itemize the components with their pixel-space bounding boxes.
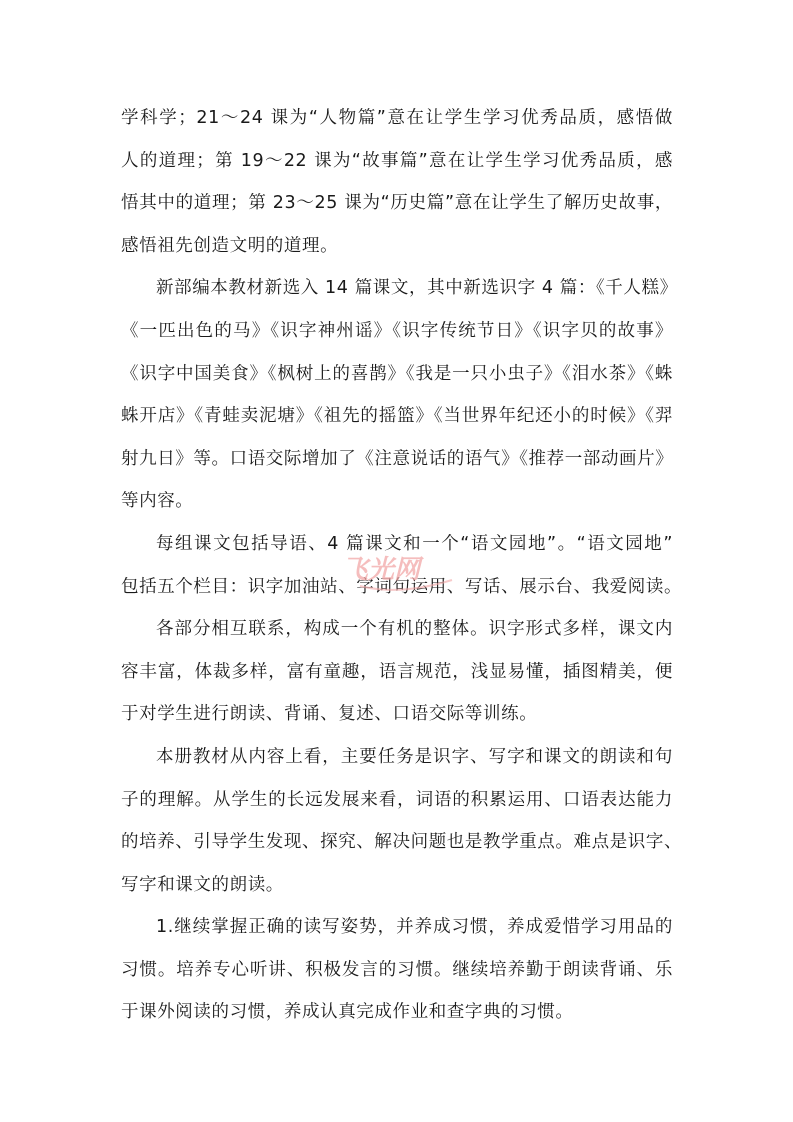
text-line: 于对学生进行朗读、背诵、复述、口语交际等训练。 <box>121 704 538 725</box>
text-line: 《识字中国美食》《枫树上的喜鹊》《我是一只小虫子》《泪水茶》《蛛 <box>121 363 673 384</box>
watermark-text: 飞光网 <box>342 555 421 585</box>
text-line: 蛛开店》《青蛙卖泥塘》《祖先的摇篮》《当世界年纪还小的时候》《羿 <box>121 406 673 427</box>
document-body <box>121 97 683 1034</box>
paragraph-new-texts <box>121 267 678 523</box>
paragraph-goal-1 <box>121 906 673 1034</box>
text-line: 等内容。 <box>121 491 194 512</box>
text-line: 容丰富，体裁多样，富有童趣，语言规范，浅显易懂，插图精美，便 <box>121 661 673 682</box>
paragraph-unit-structure <box>121 523 683 608</box>
text-line: 本册教材从内容上看，主要任务是识字、写字和课文的朗读和句 <box>156 746 673 767</box>
text-line: 1.继续掌握正确的读写姿势，并养成习惯，养成爱惜学习用品的 <box>156 917 673 938</box>
text-line: 各部分相互联系，构成一个有机的整体。识字形式多样，课文内 <box>156 619 673 640</box>
text-line: 包括五个栏目：识字加油站、字词句运用、写话、展示台、我爱阅读。 <box>121 576 683 597</box>
paragraph-connections <box>121 608 673 736</box>
text-line: 新部编本教材新选入 14 篇课文，其中新选识字 4 篇：《千人糕》 <box>156 278 678 299</box>
text-line: 感悟祖先创造文明的道理。 <box>121 235 339 256</box>
paragraph-key-points <box>121 736 683 906</box>
text-line: 《一匹出色的马》《识字神州谣》《识字传统节日》《识字贝的故事》 <box>121 320 673 341</box>
paragraph-lesson-groups <box>121 97 673 267</box>
text-line: 写字和课文的朗读。 <box>121 874 284 895</box>
text-line: 射九日》等。口语交际增加了《注意说话的语气》《推荐一部动画片》 <box>121 448 674 469</box>
text-line: 子的理解。从学生的长远发展来看，词语的积累运用、口语表达能力 <box>121 789 673 810</box>
text-line: 人的道理；第 19～22 课为“故事篇”意在让学生学习优秀品质，感 <box>121 150 673 171</box>
text-line: 习惯。培养专心听讲、积极发言的习惯。继续培养勤于朗读背诵、乐 <box>121 959 673 980</box>
text-line: 的培养、引导学生发现、探究、解决问题也是教学重点。难点是识字、 <box>121 832 683 853</box>
text-line: 悟其中的道理；第 23～25 课为“历史篇”意在让学生了解历史故事， <box>121 193 673 214</box>
text-line: 于课外阅读的习惯，养成认真完成作业和查字典的习惯。 <box>121 1002 574 1023</box>
text-line: 学科学；21～24 课为“人物篇”意在让学生学习优秀品质，感悟做 <box>121 108 673 128</box>
text-line: 每组课文包括导语、4 篇课文和一个“语文园地”。“语文园地” <box>156 533 673 554</box>
